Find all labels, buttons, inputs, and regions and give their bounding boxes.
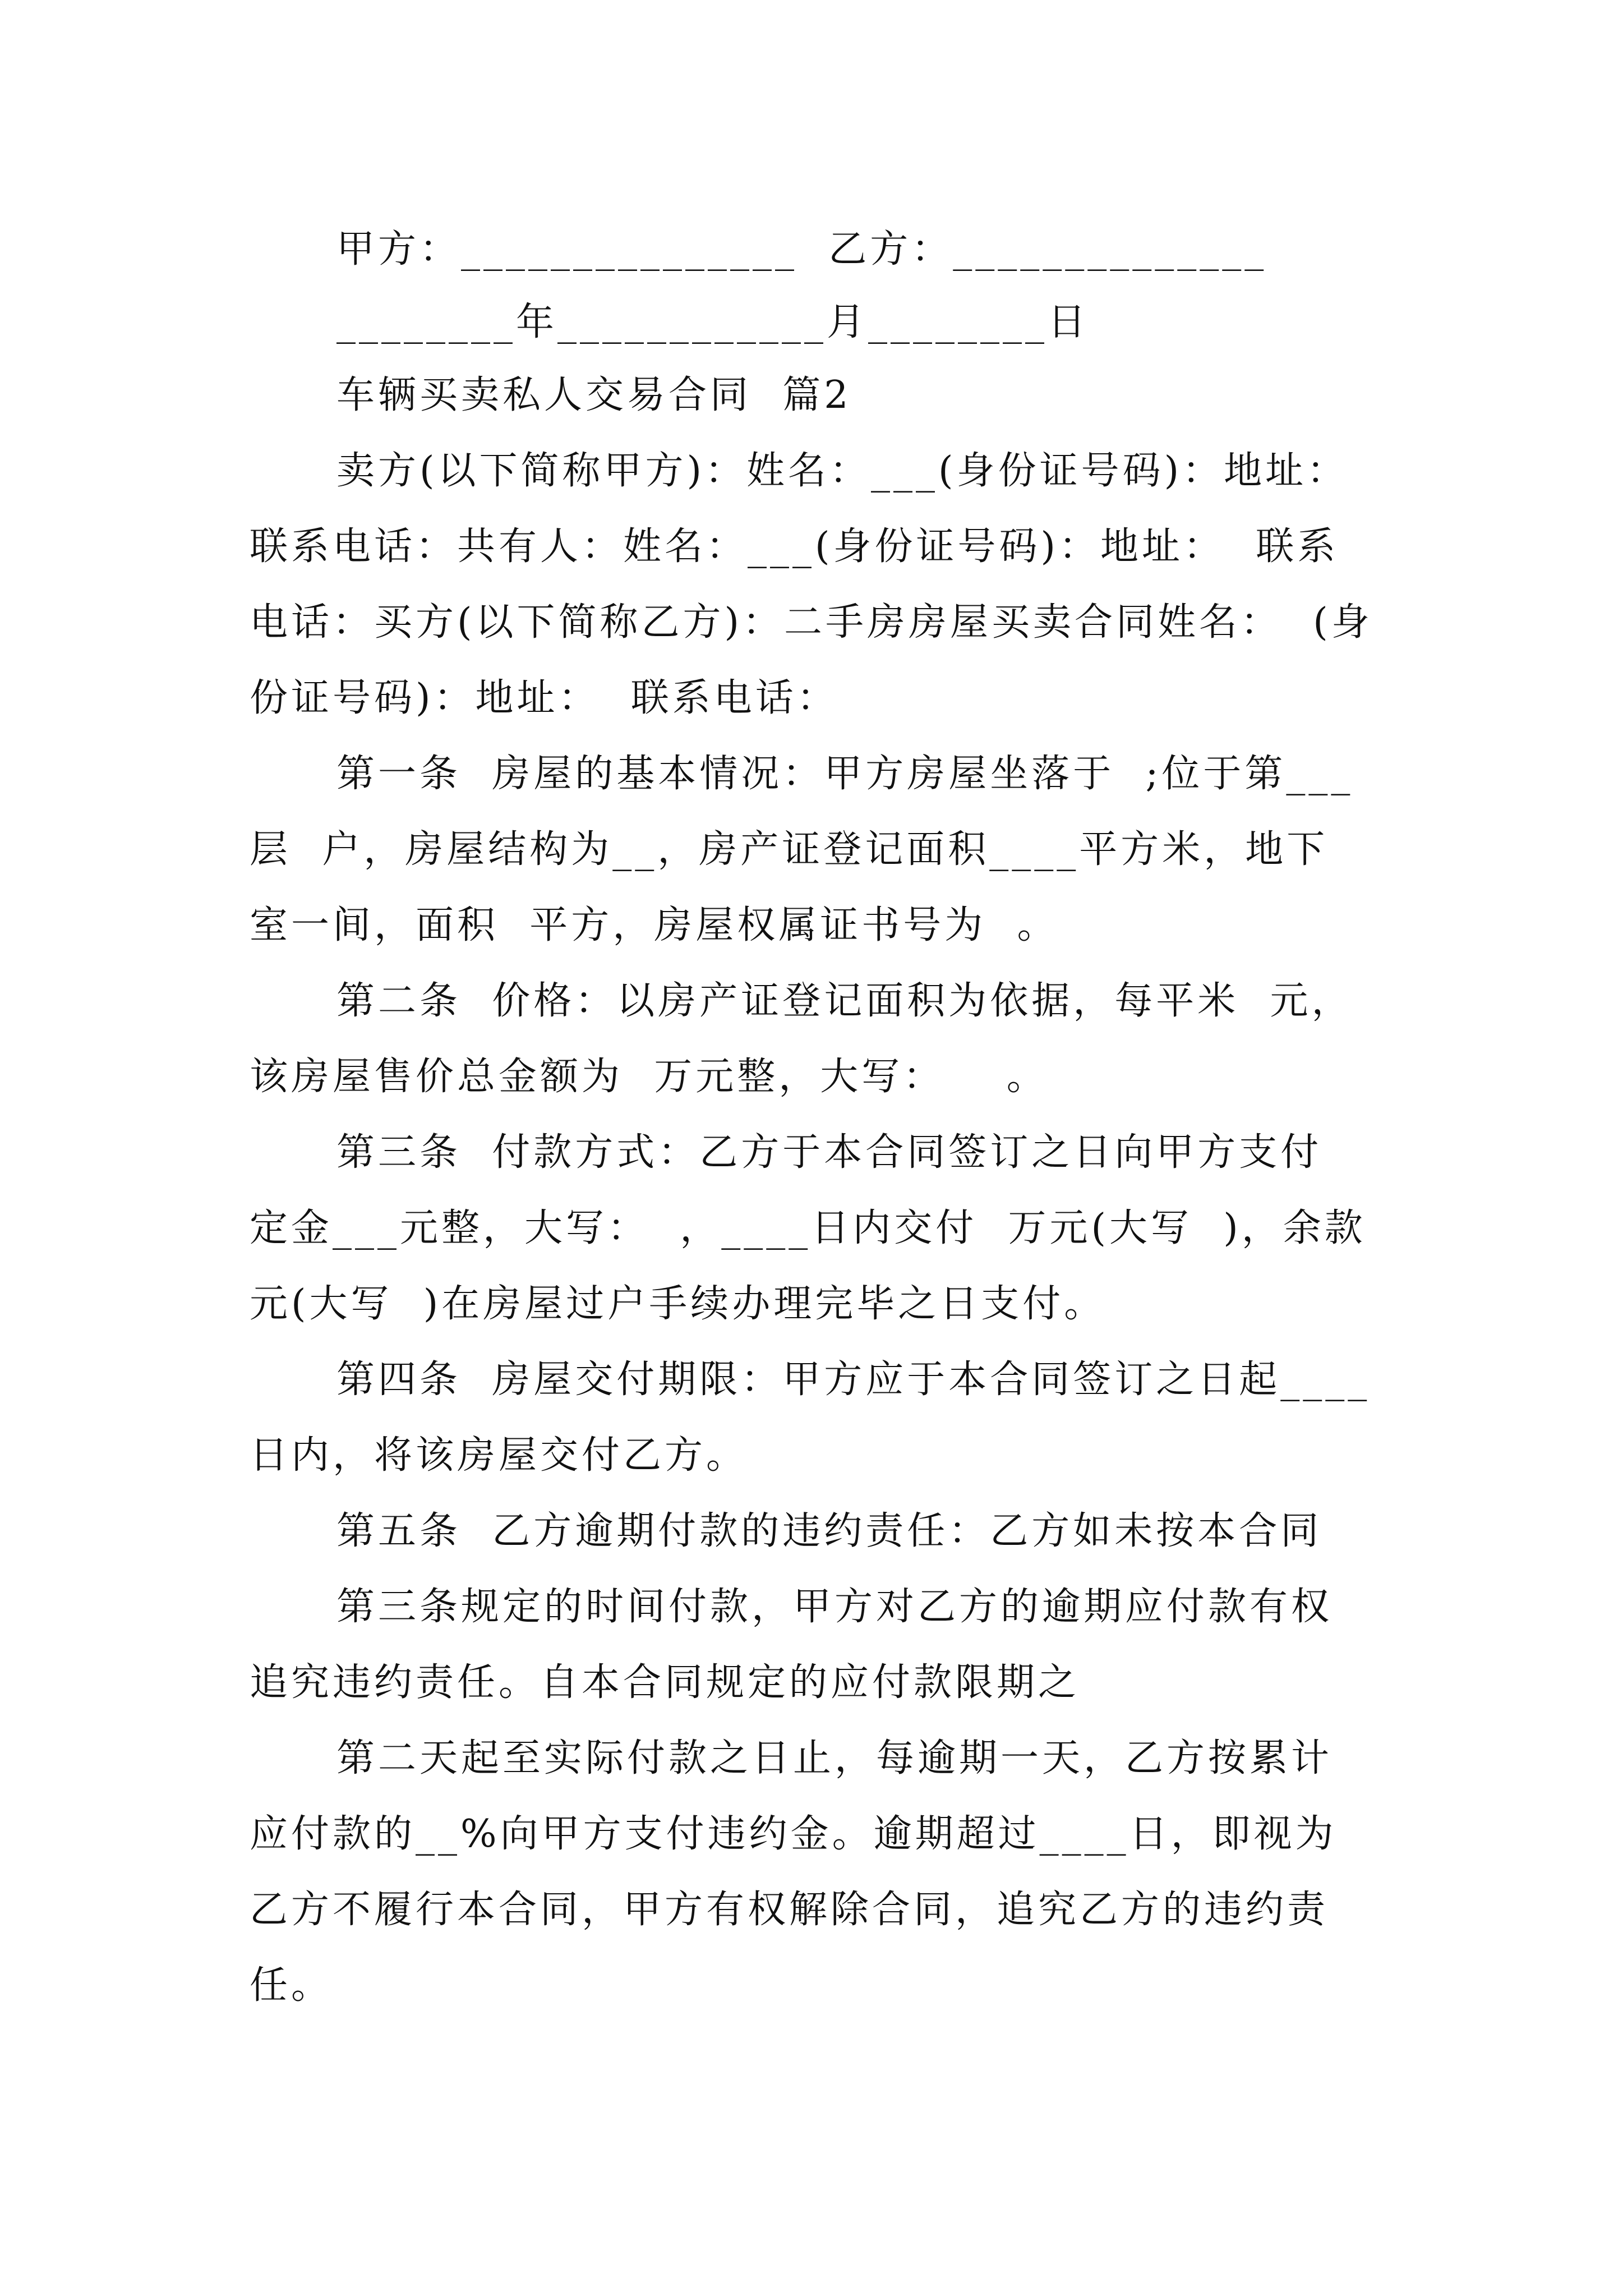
paragraph-line: 追究违约责任。自本合同规定的应付款限期之 <box>250 1660 1080 1705</box>
clause-3: 第三条 付款方式：乙方于本合同签订之日向甲方支付 <box>336 1130 1322 1175</box>
paragraph-line: 乙方不履行本合同，甲方有权解除合同，追究乙方的违约责 <box>250 1888 1329 1932</box>
paragraph-line: 第三条规定的时间付款，甲方对乙方的逾期应付款有权 <box>336 1585 1333 1629</box>
date-line: ________年____________月________日 <box>336 300 1090 344</box>
paragraph-line: 任。 <box>250 1963 333 2008</box>
paragraph-line: 元(大写 )在房屋过户手续办理完毕之日支付。 <box>250 1282 1106 1326</box>
section-heading: 车辆买卖私人交易合同 篇2 <box>336 373 852 417</box>
paragraph-line: 份证号码)：地址： 联系电话： <box>250 676 838 720</box>
paragraph-line: 第二天起至实际付款之日止，每逾期一天，乙方按累计 <box>336 1736 1333 1780</box>
paragraph-line: 联系电话：共有人：姓名：___(身份证号码)：地址： 联系 <box>250 524 1339 569</box>
paragraph-line: 定金___元整，大写： ，____日内交付 万元(大写 )，余款 <box>250 1206 1366 1250</box>
paragraph-line: 应付款的__%向甲方支付违约金。逾期超过____日，即视为 <box>250 1812 1337 1856</box>
paragraph-line: 室一间，面积 平方，房屋权属证书号为 。 <box>250 903 1059 947</box>
clause-5: 第五条 乙方逾期付款的违约责任：乙方如未按本合同 <box>336 1509 1322 1553</box>
paragraph-line: 该房屋售价总金额为 万元整，大写： 。 <box>250 1055 1048 1099</box>
clause-4: 第四条 房屋交付期限：甲方应于本合同签订之日起____ <box>336 1358 1371 1402</box>
signature-line: 甲方：_______________ 乙方：______________ <box>336 227 1267 272</box>
clause-2: 第二条 价格：以房产证登记面积为依据，每平米 元， <box>336 979 1353 1023</box>
paragraph-line: 层 户，房屋结构为__，房产证登记面积____平方米，地下 <box>250 827 1329 872</box>
paragraph-line: 电话：买方(以下简称乙方)：二手房房屋买卖合同姓名： (身 <box>250 600 1373 645</box>
paragraph-line: 卖方(以下简称甲方)：姓名：___(身份证号码)：地址： <box>336 449 1349 493</box>
paragraph-line: 日内，将该房屋交付乙方。 <box>250 1433 748 1478</box>
clause-1: 第一条 房屋的基本情况：甲方房屋坐落于 ;位于第___ <box>336 752 1354 796</box>
